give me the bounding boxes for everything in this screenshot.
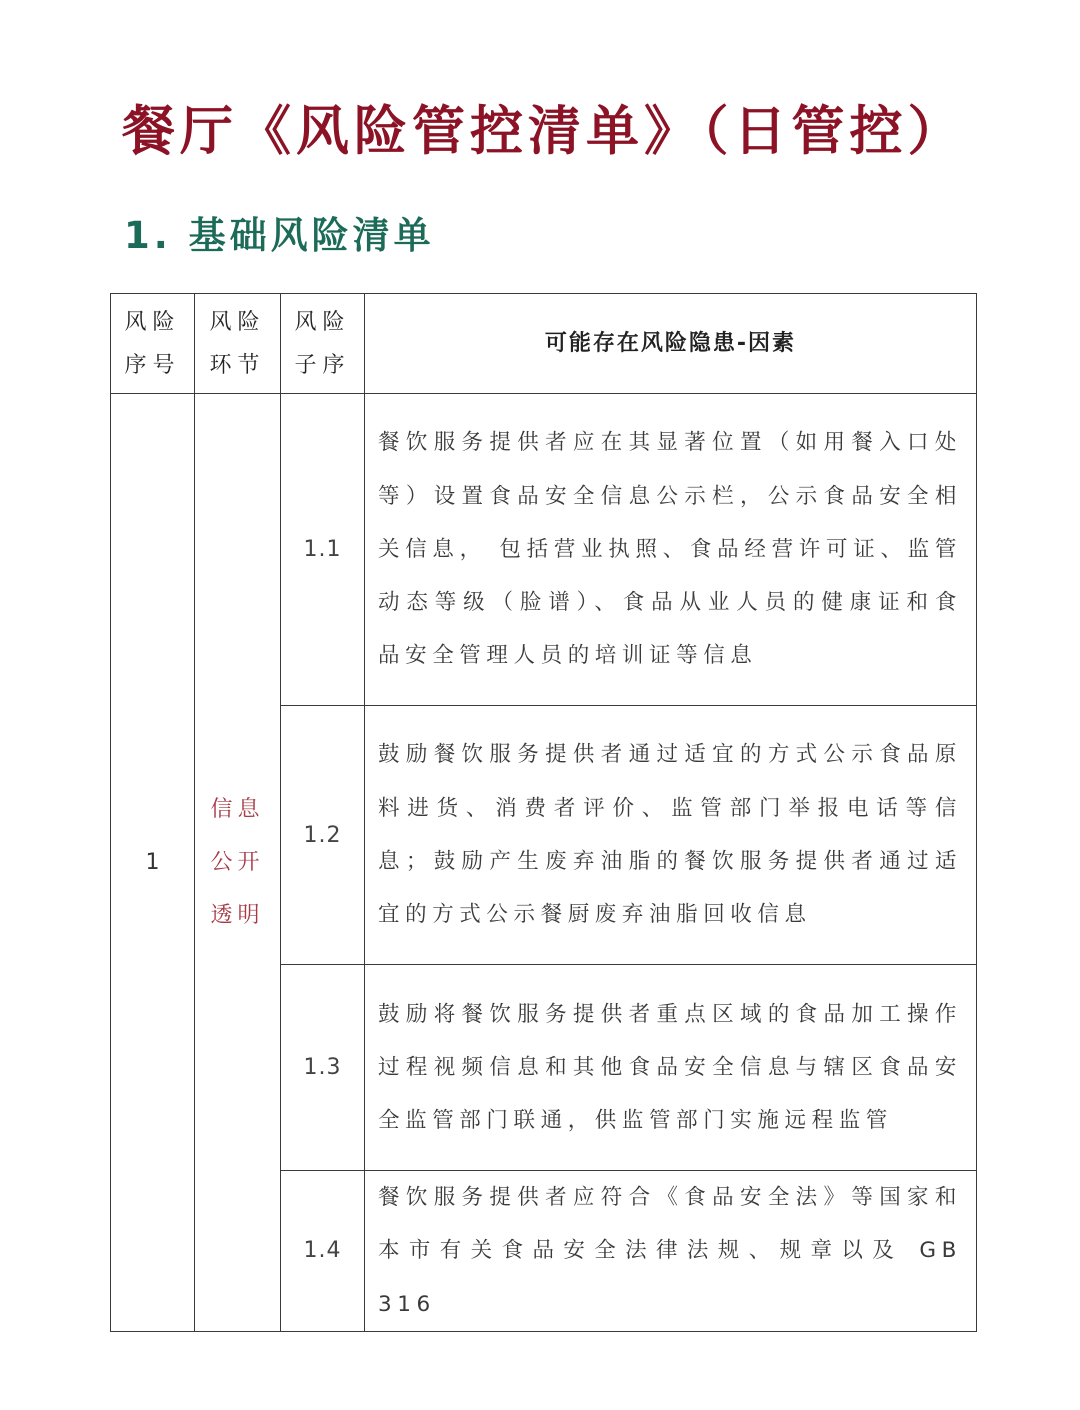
risk-stage-line2: 公开 bbox=[210, 849, 265, 875]
header-risk-stage bbox=[195, 294, 281, 394]
header-risk-seq-line2: 序号 bbox=[124, 352, 181, 378]
header-risk-sub bbox=[281, 294, 365, 394]
header-risk-stage-line1: 风险 bbox=[209, 309, 266, 335]
risk-sub-cell: 1.4 bbox=[281, 1171, 365, 1332]
header-risk-seq-line1: 风险 bbox=[124, 309, 181, 335]
risk-stage-cell bbox=[195, 394, 281, 1332]
header-risk-factor: 可能存在风险隐患-因素 bbox=[365, 294, 977, 394]
risk-factor-cell: 餐饮服务提供者应在其显著位置（如用餐入口处等）设置食品安全信息公示栏，公示食品安全相关信息， 包括营业执照、食品经营许可证、监管动态等级（脸谱）、食品从业人员的健康证和食品安全管理人员的培训证等信息 bbox=[365, 394, 977, 706]
risk-stage-line3: 透明 bbox=[210, 902, 265, 928]
header-risk-sub-line1: 风险 bbox=[294, 309, 351, 335]
risk-sub-cell: 1.1 bbox=[281, 394, 365, 706]
risk-sub-cell: 1.3 bbox=[281, 965, 365, 1171]
risk-stage-line1: 信息 bbox=[210, 796, 265, 822]
header-risk-sub-line2: 子序 bbox=[294, 352, 351, 378]
risk-seq-cell: 1 bbox=[111, 394, 195, 1332]
page-title: 餐厅《风险管控清单》（日管控） bbox=[122, 101, 966, 162]
header-risk-stage-line2: 环节 bbox=[209, 352, 266, 378]
section-heading: 1. 基础风险清单 bbox=[124, 214, 435, 257]
risk-table bbox=[110, 293, 977, 1332]
risk-factor-cell: 鼓励将餐饮服务提供者重点区域的食品加工操作过程视频信息和其他食品安全信息与辖区食品安全监管部门联通，供监管部门实施远程监管 bbox=[365, 965, 977, 1171]
risk-factor-cell: 鼓励餐饮服务提供者通过适宜的方式公示食品原料进货、消费者评价、监管部门举报电话等信息；鼓励产生废弃油脂的餐饮服务提供者通过适宜的方式公示餐厨废弃油脂回收信息 bbox=[365, 706, 977, 965]
risk-factor-cell: 餐饮服务提供者应符合《食品安全法》等国家和本市有关食品安全法律法规、规章以及 GB 316 bbox=[365, 1171, 977, 1332]
table-row bbox=[111, 394, 977, 706]
header-risk-seq bbox=[111, 294, 195, 394]
table-header-row bbox=[111, 294, 977, 394]
risk-sub-cell: 1.2 bbox=[281, 706, 365, 965]
